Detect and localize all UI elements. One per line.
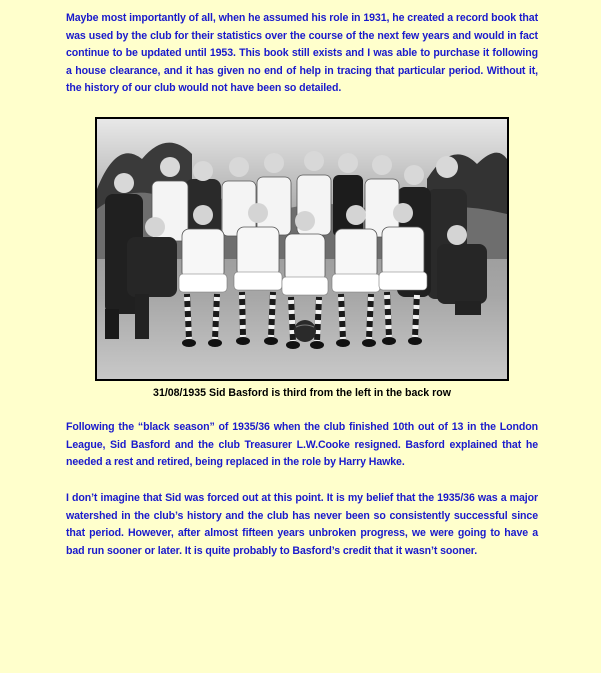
paragraph-watershed: I don’t imagine that Sid was forced out at this point. It is my belief that the 1935/36 was a major watershed in the club’s history and the club has never been so consistently successful since that period. However, after almost fifteen years unbroken progress, we were going to have a bad run sooner or later. It is quite probably to Basford’s credit that it wasn’t sooner.	[66, 492, 538, 557]
team-photograph	[95, 117, 509, 381]
photo-caption: 31/08/1935 Sid Basford is third from the left in the back row	[153, 387, 451, 399]
team-photo-image	[97, 119, 507, 379]
paragraph-black-season: Following the “black season” of 1935/36 when the club finished 10th out of 13 in the London League, Sid Basford and the club Treasurer L.W.Cooke resigned. Basford explained that he needed a rest and retired, being replaced in the role by Harry Hawke.	[66, 421, 538, 468]
paragraph-record-book: Maybe most importantly of all, when he assumed his role in 1931, he created a record book that was used by the club for their statistics over the course of the next few years and would in fact continue to be updated until 1953. This book still exists and I was able to purchase it following a house clearance, and it has given no end of help in tracing that particular period. Without it, the history of our club would not have been so detailed.	[66, 12, 538, 94]
